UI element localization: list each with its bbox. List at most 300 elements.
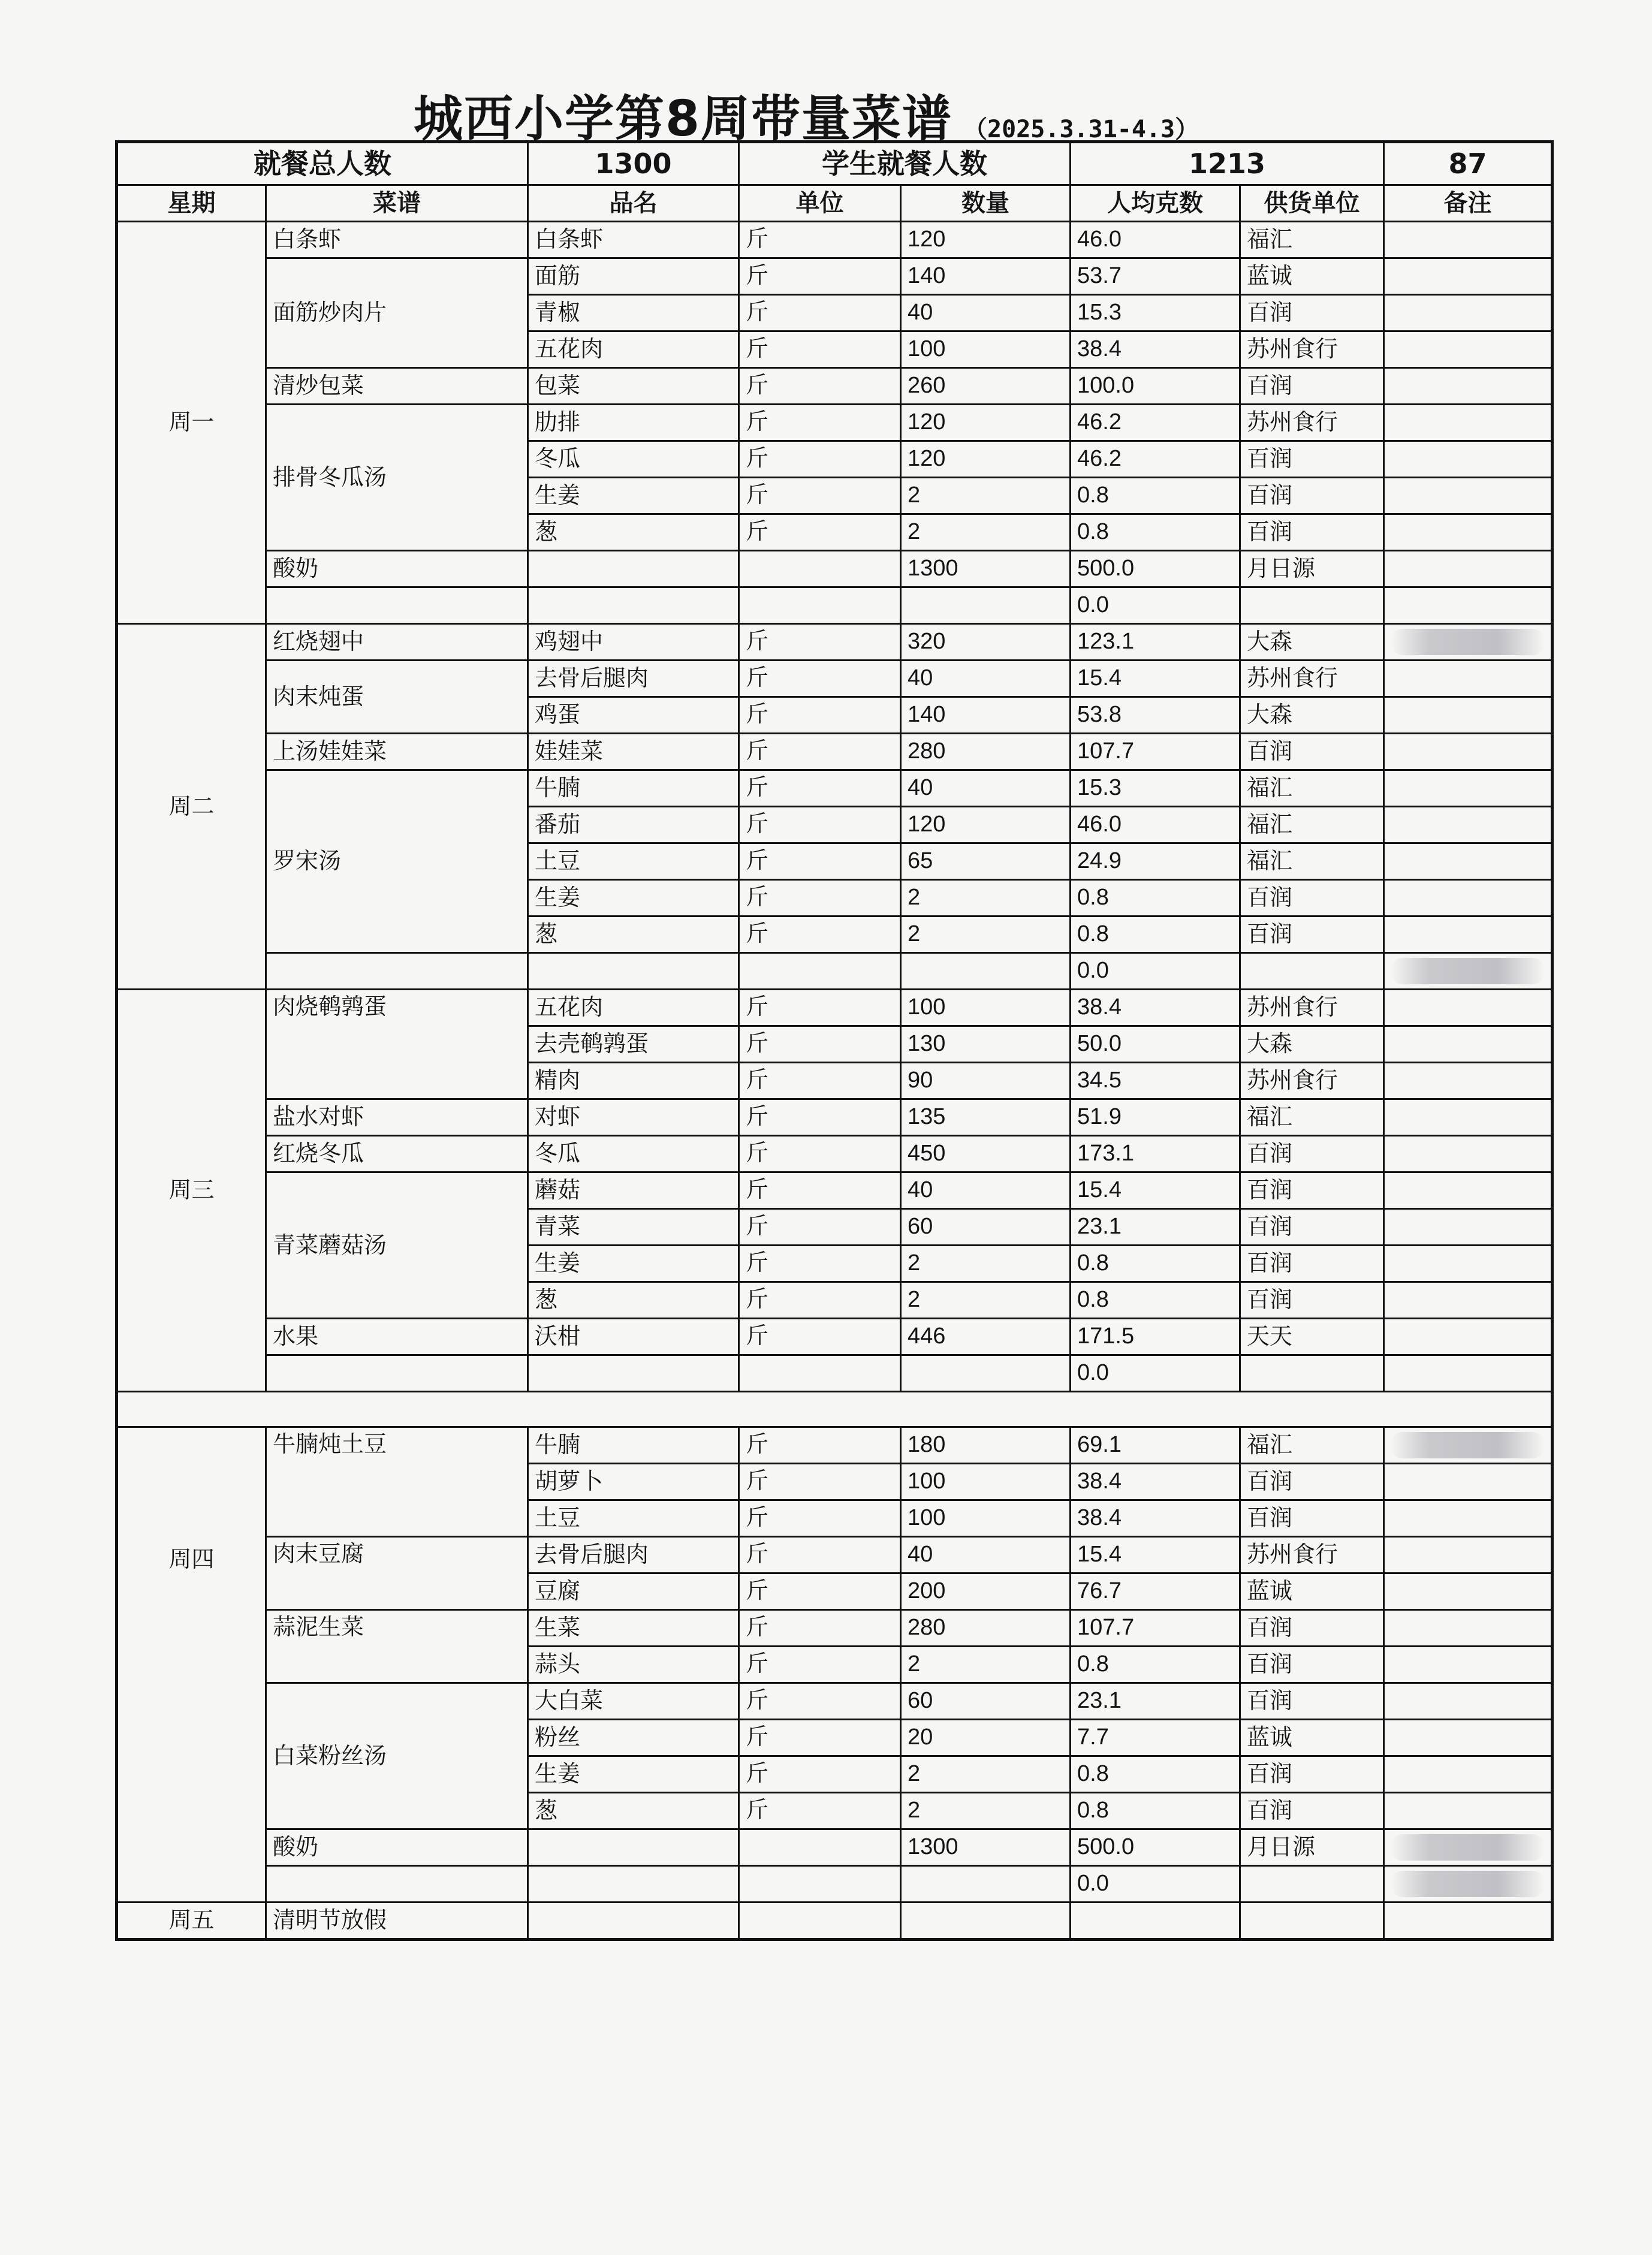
qty-cell: 60 <box>901 1683 1071 1720</box>
per-capita-cell: 46.2 <box>1071 441 1240 478</box>
table-row <box>117 1829 1552 1866</box>
qty-cell: 40 <box>901 661 1071 697</box>
unit-cell: 斤 <box>739 1063 901 1099</box>
qty-cell: 1300 <box>901 1829 1071 1866</box>
per-capita-cell: 50.0 <box>1071 1026 1240 1063</box>
item-cell: 肋排 <box>528 405 739 441</box>
qty-cell: 2 <box>901 1282 1071 1319</box>
supplier-cell: 苏州食行 <box>1240 331 1384 368</box>
remark-cell <box>1384 295 1552 331</box>
item-cell <box>528 1866 739 1903</box>
per-capita-cell: 23.1 <box>1071 1209 1240 1246</box>
per-capita-cell: 53.8 <box>1071 697 1240 734</box>
table-row <box>117 1319 1552 1355</box>
supplier-cell: 百润 <box>1240 1647 1384 1683</box>
per-capita-cell: 171.5 <box>1071 1319 1240 1355</box>
unit-cell: 斤 <box>739 661 901 697</box>
unit-cell: 斤 <box>739 1500 901 1537</box>
spacer-row <box>117 1392 1552 1427</box>
qty-cell <box>901 1866 1071 1903</box>
dish-cell <box>266 1355 528 1392</box>
remark-cell <box>1384 1209 1552 1246</box>
per-capita-cell: 0.0 <box>1071 953 1240 990</box>
per-capita-cell: 0.8 <box>1071 514 1240 551</box>
table-row <box>117 953 1552 990</box>
item-cell: 面筋 <box>528 258 739 295</box>
table-row <box>117 1683 1552 1720</box>
supplier-cell <box>1240 953 1384 990</box>
item-cell: 五花肉 <box>528 990 739 1026</box>
remark-cell <box>1384 697 1552 734</box>
qty-cell: 100 <box>901 1464 1071 1500</box>
supplier-cell <box>1240 1866 1384 1903</box>
supplier-cell: 百润 <box>1240 441 1384 478</box>
item-cell: 生姜 <box>528 1246 739 1282</box>
remark-cell <box>1384 1172 1552 1209</box>
table-row <box>117 1099 1552 1136</box>
supplier-cell: 苏州食行 <box>1240 990 1384 1026</box>
dish-cell: 蒜泥生菜 <box>266 1610 528 1683</box>
unit-cell: 斤 <box>739 1683 901 1720</box>
unit-cell <box>739 1829 901 1866</box>
per-capita-cell: 46.2 <box>1071 405 1240 441</box>
supplier-cell: 福汇 <box>1240 1099 1384 1136</box>
supplier-cell <box>1240 587 1384 624</box>
item-cell: 包菜 <box>528 368 739 405</box>
unit-cell: 斤 <box>739 514 901 551</box>
unit-cell <box>739 551 901 587</box>
remark-cell <box>1384 953 1552 990</box>
item-cell <box>528 1355 739 1392</box>
per-capita-cell: 7.7 <box>1071 1720 1240 1756</box>
remark-cell <box>1384 1136 1552 1172</box>
table-row <box>117 551 1552 587</box>
unit-cell: 斤 <box>739 734 901 770</box>
remark-cell <box>1384 368 1552 405</box>
remark-cell <box>1384 734 1552 770</box>
unit-cell: 斤 <box>739 295 901 331</box>
title-area <box>414 78 1373 147</box>
remark-cell <box>1384 624 1552 661</box>
total-diners-label: 就餐总人数 <box>117 142 528 185</box>
unit-cell: 斤 <box>739 1793 901 1829</box>
per-capita-cell: 76.7 <box>1071 1573 1240 1610</box>
per-capita-cell <box>1071 1903 1240 1940</box>
qty-cell: 135 <box>901 1099 1071 1136</box>
qty-cell: 100 <box>901 331 1071 368</box>
col-header: 人均克数 <box>1071 185 1240 222</box>
item-cell <box>528 1903 739 1940</box>
supplier-cell: 百润 <box>1240 734 1384 770</box>
per-capita-cell: 0.0 <box>1071 1866 1240 1903</box>
item-cell: 生姜 <box>528 880 739 917</box>
supplier-cell: 百润 <box>1240 514 1384 551</box>
total-diners-value: 1300 <box>528 142 739 185</box>
student-diners-value: 1213 <box>1071 142 1384 185</box>
qty-cell: 2 <box>901 917 1071 953</box>
dish-cell: 肉烧鹌鹑蛋 <box>266 990 528 1099</box>
unit-cell: 斤 <box>739 331 901 368</box>
supplier-cell: 天天 <box>1240 1319 1384 1355</box>
supplier-cell: 蓝诚 <box>1240 1573 1384 1610</box>
item-cell: 葱 <box>528 1793 739 1829</box>
supplier-cell: 百润 <box>1240 880 1384 917</box>
supplier-cell: 福汇 <box>1240 1427 1384 1464</box>
supplier-cell: 百润 <box>1240 1464 1384 1500</box>
supplier-cell: 百润 <box>1240 1282 1384 1319</box>
scan-smudge <box>1391 1871 1545 1897</box>
remark-cell <box>1384 331 1552 368</box>
per-capita-cell: 100.0 <box>1071 368 1240 405</box>
qty-cell: 200 <box>901 1573 1071 1610</box>
item-cell: 娃娃菜 <box>528 734 739 770</box>
table-row <box>117 1427 1552 1464</box>
qty-cell: 2 <box>901 880 1071 917</box>
dish-cell: 上汤娃娃菜 <box>266 734 528 770</box>
per-capita-cell: 15.3 <box>1071 295 1240 331</box>
per-capita-cell: 53.7 <box>1071 258 1240 295</box>
per-capita-cell: 500.0 <box>1071 1829 1240 1866</box>
dish-cell: 肉末豆腐 <box>266 1537 528 1610</box>
weekday-cell: 周五 <box>117 1903 266 1940</box>
remark-cell <box>1384 1866 1552 1903</box>
unit-cell: 斤 <box>739 1282 901 1319</box>
per-capita-cell: 0.8 <box>1071 478 1240 514</box>
remark-cell <box>1384 1829 1552 1866</box>
summary-row <box>117 142 1552 185</box>
unit-cell: 斤 <box>739 1026 901 1063</box>
qty-cell: 100 <box>901 990 1071 1026</box>
per-capita-cell: 38.4 <box>1071 331 1240 368</box>
unit-cell: 斤 <box>739 222 901 258</box>
unit-cell <box>739 953 901 990</box>
supplier-cell: 苏州食行 <box>1240 1063 1384 1099</box>
item-cell: 青椒 <box>528 295 739 331</box>
qty-cell: 120 <box>901 441 1071 478</box>
supplier-cell: 百润 <box>1240 1172 1384 1209</box>
remark-cell <box>1384 1246 1552 1282</box>
unit-cell: 斤 <box>739 1209 901 1246</box>
item-cell: 冬瓜 <box>528 441 739 478</box>
col-header: 数量 <box>901 185 1071 222</box>
remark-cell <box>1384 1500 1552 1537</box>
dish-cell: 红烧翅中 <box>266 624 528 661</box>
item-cell: 生姜 <box>528 1756 739 1793</box>
remark-cell <box>1384 990 1552 1026</box>
supplier-cell: 百润 <box>1240 1209 1384 1246</box>
item-cell: 粉丝 <box>528 1720 739 1756</box>
remark-cell <box>1384 587 1552 624</box>
supplier-cell: 百润 <box>1240 295 1384 331</box>
remark-cell <box>1384 405 1552 441</box>
qty-cell: 280 <box>901 1610 1071 1647</box>
scan-smudge <box>1391 629 1545 655</box>
item-cell: 鸡蛋 <box>528 697 739 734</box>
per-capita-cell: 46.0 <box>1071 807 1240 843</box>
unit-cell: 斤 <box>739 1610 901 1647</box>
per-capita-cell: 46.0 <box>1071 222 1240 258</box>
unit-cell: 斤 <box>739 1246 901 1282</box>
table-row <box>117 990 1552 1026</box>
item-cell: 青菜 <box>528 1209 739 1246</box>
supplier-cell: 福汇 <box>1240 770 1384 807</box>
per-capita-cell: 34.5 <box>1071 1063 1240 1099</box>
scan-smudge <box>1391 958 1545 984</box>
supplier-cell: 百润 <box>1240 478 1384 514</box>
per-capita-cell: 500.0 <box>1071 551 1240 587</box>
table-row <box>117 1610 1552 1647</box>
weekday-cell: 周一 <box>117 222 266 624</box>
item-cell: 蒜头 <box>528 1647 739 1683</box>
item-cell: 葱 <box>528 1282 739 1319</box>
item-cell: 精肉 <box>528 1063 739 1099</box>
remark-cell <box>1384 1756 1552 1793</box>
item-cell: 葱 <box>528 514 739 551</box>
dish-cell: 酸奶 <box>266 1829 528 1866</box>
col-header: 菜谱 <box>266 185 528 222</box>
per-capita-cell: 38.4 <box>1071 1464 1240 1500</box>
unit-cell: 斤 <box>739 807 901 843</box>
remark-cell <box>1384 917 1552 953</box>
dish-cell: 酸奶 <box>266 551 528 587</box>
supplier-cell: 百润 <box>1240 1246 1384 1282</box>
supplier-cell: 百润 <box>1240 1500 1384 1537</box>
table-row <box>117 405 1552 441</box>
dish-cell: 清明节放假 <box>266 1903 528 1940</box>
unit-cell: 斤 <box>739 478 901 514</box>
supplier-cell: 月日源 <box>1240 551 1384 587</box>
item-cell: 去骨后腿肉 <box>528 661 739 697</box>
unit-cell: 斤 <box>739 697 901 734</box>
qty-cell: 120 <box>901 222 1071 258</box>
supplier-cell: 百润 <box>1240 1136 1384 1172</box>
dish-cell: 盐水对虾 <box>266 1099 528 1136</box>
qty-cell: 280 <box>901 734 1071 770</box>
table-row <box>117 258 1552 295</box>
supplier-cell: 百润 <box>1240 1610 1384 1647</box>
supplier-cell: 百润 <box>1240 1793 1384 1829</box>
weekday-cell: 周二 <box>117 624 266 990</box>
unit-cell: 斤 <box>739 368 901 405</box>
supplier-cell: 蓝诚 <box>1240 1720 1384 1756</box>
item-cell: 牛腩 <box>528 1427 739 1464</box>
per-capita-cell: 51.9 <box>1071 1099 1240 1136</box>
unit-cell: 斤 <box>739 1427 901 1464</box>
item-cell: 豆腐 <box>528 1573 739 1610</box>
table-row <box>117 1903 1552 1940</box>
weekday-cell: 周四 <box>117 1427 266 1903</box>
col-header: 星期 <box>117 185 266 222</box>
col-header: 品名 <box>528 185 739 222</box>
remark-cell <box>1384 1647 1552 1683</box>
remark-cell <box>1384 1026 1552 1063</box>
spacer-cell <box>117 1392 1552 1427</box>
remark-cell <box>1384 1793 1552 1829</box>
remark-cell <box>1384 661 1552 697</box>
table-row <box>117 734 1552 770</box>
dish-cell: 肉末炖蛋 <box>266 661 528 734</box>
supplier-cell <box>1240 1355 1384 1392</box>
qty-cell: 40 <box>901 770 1071 807</box>
qty-cell: 2 <box>901 1246 1071 1282</box>
scan-smudge <box>1391 1432 1545 1458</box>
supplier-cell: 百润 <box>1240 1683 1384 1720</box>
supplier-cell: 大森 <box>1240 1026 1384 1063</box>
dish-cell: 面筋炒肉片 <box>266 258 528 368</box>
qty-cell: 40 <box>901 295 1071 331</box>
unit-cell: 斤 <box>739 441 901 478</box>
table-row <box>117 624 1552 661</box>
per-capita-cell: 173.1 <box>1071 1136 1240 1172</box>
per-capita-cell: 0.8 <box>1071 917 1240 953</box>
remark-cell <box>1384 1355 1552 1392</box>
qty-cell: 180 <box>901 1427 1071 1464</box>
dish-cell: 罗宋汤 <box>266 770 528 953</box>
qty-cell: 260 <box>901 368 1071 405</box>
per-capita-cell: 15.4 <box>1071 1537 1240 1573</box>
supplier-cell: 苏州食行 <box>1240 405 1384 441</box>
table-row <box>117 587 1552 624</box>
unit-cell: 斤 <box>739 1099 901 1136</box>
unit-cell: 斤 <box>739 1573 901 1610</box>
remark-cell <box>1384 222 1552 258</box>
other-diners-value: 87 <box>1384 142 1552 185</box>
menu-table <box>115 140 1554 1941</box>
item-cell: 对虾 <box>528 1099 739 1136</box>
remark-cell <box>1384 1464 1552 1500</box>
item-cell <box>528 953 739 990</box>
per-capita-cell: 0.0 <box>1071 587 1240 624</box>
unit-cell: 斤 <box>739 1537 901 1573</box>
per-capita-cell: 23.1 <box>1071 1683 1240 1720</box>
qty-cell: 2 <box>901 514 1071 551</box>
unit-cell: 斤 <box>739 843 901 880</box>
supplier-cell: 百润 <box>1240 917 1384 953</box>
supplier-cell: 苏州食行 <box>1240 1537 1384 1573</box>
unit-cell: 斤 <box>739 1172 901 1209</box>
item-cell: 生姜 <box>528 478 739 514</box>
qty-cell: 90 <box>901 1063 1071 1099</box>
per-capita-cell: 15.3 <box>1071 770 1240 807</box>
per-capita-cell: 0.8 <box>1071 880 1240 917</box>
remark-cell <box>1384 1610 1552 1647</box>
col-header: 单位 <box>739 185 901 222</box>
item-cell: 五花肉 <box>528 331 739 368</box>
unit-cell <box>739 1866 901 1903</box>
per-capita-cell: 38.4 <box>1071 990 1240 1026</box>
per-capita-cell: 0.8 <box>1071 1246 1240 1282</box>
dish-cell: 青菜蘑菇汤 <box>266 1172 528 1319</box>
qty-cell: 60 <box>901 1209 1071 1246</box>
unit-cell: 斤 <box>739 990 901 1026</box>
col-header: 备注 <box>1384 185 1552 222</box>
per-capita-cell: 38.4 <box>1071 1500 1240 1537</box>
item-cell <box>528 551 739 587</box>
item-cell <box>528 1829 739 1866</box>
qty-cell: 120 <box>901 807 1071 843</box>
page-title: 城西小学第8周带量菜谱 <box>414 91 953 147</box>
unit-cell: 斤 <box>739 1464 901 1500</box>
remark-cell <box>1384 880 1552 917</box>
per-capita-cell: 0.8 <box>1071 1647 1240 1683</box>
table-row <box>117 1537 1552 1573</box>
qty-cell: 1300 <box>901 551 1071 587</box>
remark-cell <box>1384 1427 1552 1464</box>
remark-cell <box>1384 551 1552 587</box>
date-range: （2025.3.31-4.3） <box>963 116 1199 143</box>
item-cell: 番茄 <box>528 807 739 843</box>
unit-cell: 斤 <box>739 1136 901 1172</box>
column-header-row <box>117 185 1552 222</box>
dish-cell: 清炒包菜 <box>266 368 528 405</box>
qty-cell <box>901 1903 1071 1940</box>
unit-cell <box>739 1903 901 1940</box>
supplier-cell: 蓝诚 <box>1240 258 1384 295</box>
table-row <box>117 222 1552 258</box>
dish-cell <box>266 587 528 624</box>
item-cell: 白条虾 <box>528 222 739 258</box>
item-cell: 土豆 <box>528 843 739 880</box>
item-cell: 葱 <box>528 917 739 953</box>
remark-cell <box>1384 478 1552 514</box>
supplier-cell: 大森 <box>1240 624 1384 661</box>
qty-cell: 2 <box>901 1756 1071 1793</box>
qty-cell: 40 <box>901 1172 1071 1209</box>
item-cell: 牛腩 <box>528 770 739 807</box>
remark-cell <box>1384 258 1552 295</box>
unit-cell: 斤 <box>739 405 901 441</box>
supplier-cell: 苏州食行 <box>1240 661 1384 697</box>
unit-cell: 斤 <box>739 1319 901 1355</box>
qty-cell: 65 <box>901 843 1071 880</box>
remark-cell <box>1384 1903 1552 1940</box>
remark-cell <box>1384 1537 1552 1573</box>
remark-cell <box>1384 807 1552 843</box>
item-cell <box>528 587 739 624</box>
item-cell: 蘑菇 <box>528 1172 739 1209</box>
unit-cell: 斤 <box>739 1647 901 1683</box>
qty-cell: 120 <box>901 405 1071 441</box>
item-cell: 胡萝卜 <box>528 1464 739 1500</box>
per-capita-cell: 15.4 <box>1071 661 1240 697</box>
unit-cell: 斤 <box>739 770 901 807</box>
remark-cell <box>1384 843 1552 880</box>
supplier-cell: 百润 <box>1240 368 1384 405</box>
supplier-cell: 福汇 <box>1240 222 1384 258</box>
dish-cell <box>266 953 528 990</box>
supplier-cell: 月日源 <box>1240 1829 1384 1866</box>
unit-cell <box>739 1355 901 1392</box>
per-capita-cell: 24.9 <box>1071 843 1240 880</box>
per-capita-cell: 69.1 <box>1071 1427 1240 1464</box>
table-row <box>117 1172 1552 1209</box>
table-row <box>117 1866 1552 1903</box>
table-row <box>117 368 1552 405</box>
dish-cell: 牛腩炖土豆 <box>266 1427 528 1537</box>
item-cell: 大白菜 <box>528 1683 739 1720</box>
qty-cell: 320 <box>901 624 1071 661</box>
scan-smudge <box>1391 1834 1545 1861</box>
dish-cell: 水果 <box>266 1319 528 1355</box>
qty-cell: 450 <box>901 1136 1071 1172</box>
weekday-cell: 周三 <box>117 990 266 1392</box>
dish-cell <box>266 1866 528 1903</box>
unit-cell: 斤 <box>739 624 901 661</box>
per-capita-cell: 0.0 <box>1071 1355 1240 1392</box>
qty-cell: 2 <box>901 1793 1071 1829</box>
unit-cell: 斤 <box>739 258 901 295</box>
supplier-cell: 福汇 <box>1240 843 1384 880</box>
